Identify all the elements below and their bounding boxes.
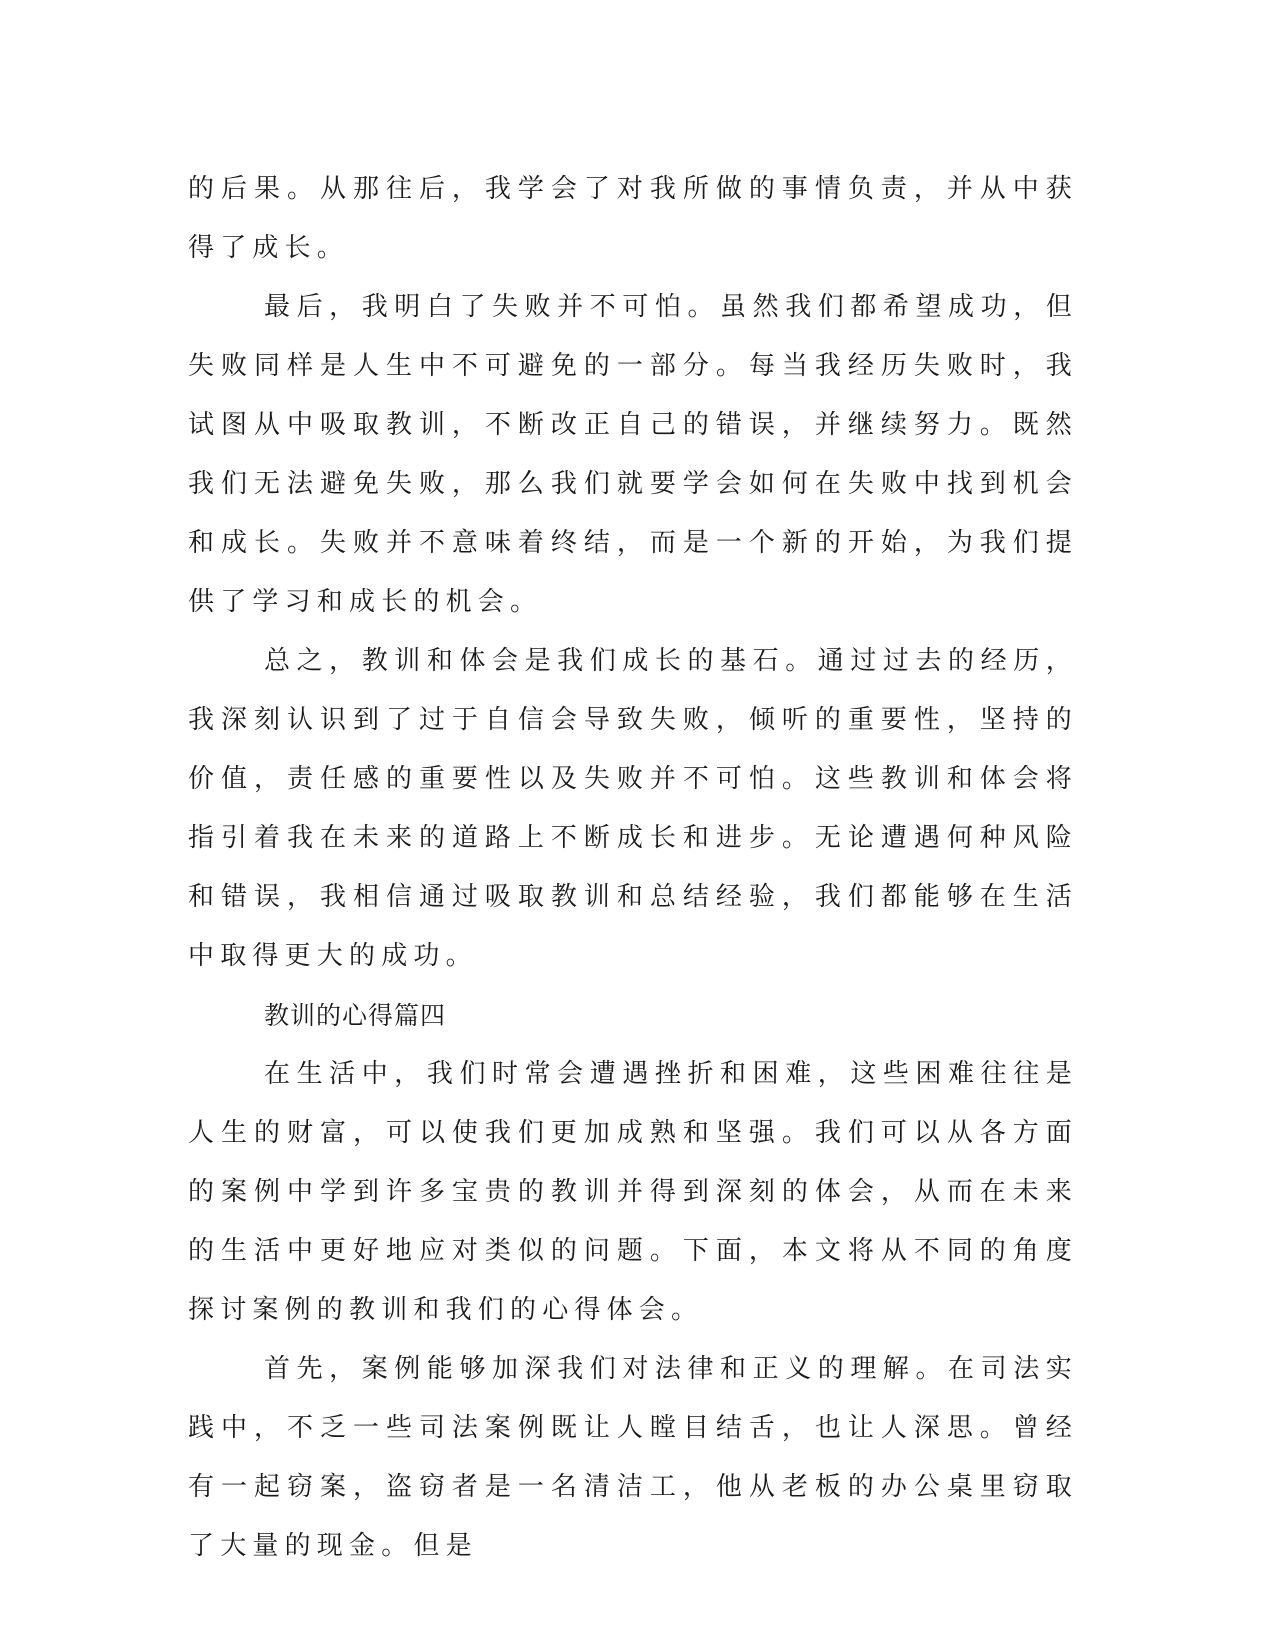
paragraph-summary: 总之，教训和体会是我们成长的基石。通过过去的经历，我深刻认识到了过于自信会导致失败，倾听的重要性，坚持的价值，责任感的重要性以及失败并不可怕。这些教训和体会将指引着我在未来的道路上不断成长和进步。无论遭遇何种风险和错误，我相信通过吸取教训和总结经验，我们都能够在生活中取得更大的成功。 xyxy=(188,646,1078,971)
paragraph-law-and-justice: 首先，案例能够加深我们对法律和正义的理解。在司法实践中，不乏一些司法案例既让人瞠目结舌，也让人深思。曾经有一起窃案，盗窃者是一名清洁工，他从老板的办公桌里窃取了大量的现金。但是 xyxy=(188,1354,1078,1561)
section-heading: 教训的心得篇四 xyxy=(264,1001,447,1030)
paragraph-failure-not-scary: 最后，我明白了失败并不可怕。虽然我们都希望成功，但失败同样是人生中不可避免的一部分。每当我经历失败时，我试图从中吸取教训，不断改正自己的错误，并继续努力。既然我们无法避免失败，那么我们就要学会如何在失败中找到机会和成长。失败并不意味着终结，而是一个新的开始，为我们提供了学习和成长的机会。 xyxy=(188,292,1078,617)
paragraph-continuation: 的后果。从那往后，我学会了对我所做的事情负责，并从中获得了成长。 xyxy=(188,174,1078,263)
paragraph-intro-section-four: 在生活中，我们时常会遭遇挫折和困难，这些困难往往是人生的财富，可以使我们更加成熟和坚强。我们可以从各方面的案例中学到许多宝贵的教训并得到深刻的体会，从而在未来的生活中更好地应对类似的问题。下面，本文将从不同的角度探讨案例的教训和我们的心得体会。 xyxy=(188,1059,1078,1325)
document-body xyxy=(188,160,1078,1576)
